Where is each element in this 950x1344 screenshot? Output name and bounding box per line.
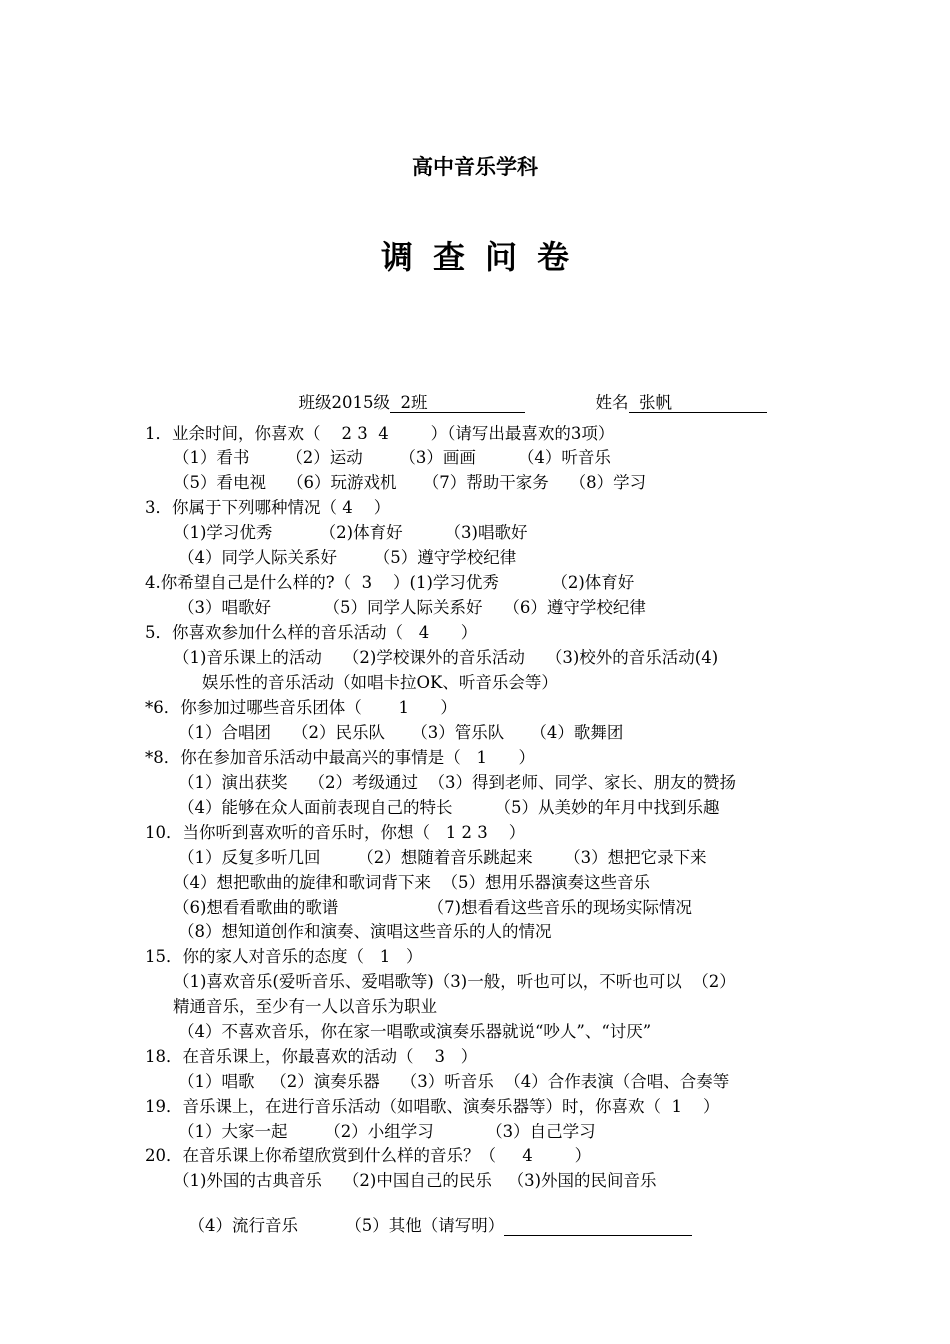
- option-line: （8）想知道创作和演奏、演唱这些音乐的人的情况: [178, 922, 552, 941]
- question-3: 3．你属于下列哪种情况（ 4 ）: [145, 498, 391, 517]
- question-6: *6．你参加过哪些音乐团体（ 1 ）: [145, 698, 457, 717]
- question-19: 19．音乐课上，在进行音乐活动（如唱歌、演奏乐器等）时，你喜欢（ 1 ）: [145, 1097, 720, 1116]
- question-1: 1．业余时间，你喜欢（ 2 3 4 ）（请写出最喜欢的3项）: [145, 424, 615, 443]
- option-line: （1)学习优秀 （2)体育好 （3)唱歌好: [173, 523, 528, 542]
- question-8: *8．你在参加音乐活动中最高兴的事情是（ 1 ）: [145, 748, 535, 767]
- option-line: （1）合唱团 （2）民乐队 （3）管乐队 （4）歌舞团: [178, 723, 624, 742]
- option-line: [178, 1196, 692, 1236]
- option-line: （1)外国的古典音乐 （2)中国自己的民乐 （3)外国的民间音乐: [173, 1171, 657, 1190]
- option-line: （4）能够在众人面前表现自己的特长 （5）从美妙的年月中找到乐趣: [178, 798, 720, 817]
- option-line: （1）演出获奖 （2）考级通过 （3）得到老师、同学、家长、朋友的赞扬: [178, 773, 736, 792]
- class-field: [288, 373, 525, 413]
- option-line: （1）看书 （2）运动 （3）画画 （4）听音乐: [173, 448, 611, 467]
- option-line: （3）唱歌好 （5）同学人际关系好 （6）遵守学校纪律: [178, 598, 646, 617]
- option-line: （1)喜欢音乐(爱听音乐、爱唱歌等)（3)一般，听也可以，不听也可以 （2）: [173, 972, 736, 991]
- question-18: 18．在音乐课上，你最喜欢的活动（ 3 ）: [145, 1047, 478, 1066]
- question-5: 5．你喜欢参加什么样的音乐活动（ 4 ）: [145, 623, 478, 642]
- name-field: [585, 373, 767, 413]
- class-label: 班级2015级: [298, 393, 390, 412]
- option-line: （4）想把歌曲的旋律和歌词背下来 （5）想用乐器演奏这些音乐: [173, 873, 650, 892]
- question-10: 10．当你听到喜欢听的音乐时，你想（ 1 2 3 ）: [145, 823, 526, 842]
- option-line: （1）反复多听几回 （2）想随着音乐跳起来 （3）想把它录下来: [178, 848, 707, 867]
- question-4: 4.你希望自己是什么样的?（ 3 ）(1)学习优秀 （2)体育好: [145, 573, 635, 592]
- question-20: 20．在音乐课上你希望欣赏到什么样的音乐？（ 4 ）: [145, 1146, 592, 1165]
- option-line: （6)想看看歌曲的歌谱 （7)想看看这些音乐的现场实际情况: [173, 898, 693, 917]
- document-subtitle: 高中音乐学科: [412, 154, 538, 179]
- option-line: （1）唱歌 （2）演奏乐器 （3）听音乐 （4）合作表演（合唱、合奏等: [178, 1072, 730, 1091]
- name-label: 姓名: [595, 393, 629, 412]
- class-value: 2班: [390, 394, 525, 413]
- question-15: 15．你的家人对音乐的态度（ 1 ）: [145, 947, 423, 966]
- option-line: 娱乐性的音乐活动（如唱卡拉OK、听音乐会等）: [202, 673, 558, 692]
- option-line: （4）同学人际关系好 （5）遵守学校纪律: [178, 548, 517, 567]
- document-title: 调查问卷: [380, 238, 589, 276]
- option-line: （5）看电视 （6）玩游戏机 （7）帮助干家务 （8）学习: [173, 473, 647, 492]
- write-in-blank[interactable]: [504, 1217, 692, 1236]
- option-line: （4）不喜欢音乐，你在家一唱歌或演奏乐器就说“吵人”、“讨厌”: [178, 1022, 652, 1041]
- option-line: 精通音乐，至少有一人以音乐为职业: [173, 997, 437, 1016]
- name-value: 张帆: [629, 394, 767, 413]
- option-line: （1）大家一起 （2）小组学习 （3）自己学习: [178, 1122, 596, 1141]
- option-text: （4）流行音乐 （5）其他（请写明）: [188, 1216, 505, 1235]
- option-line: （1)音乐课上的活动 （2)学校课外的音乐活动 （3)校外的音乐活动(4): [173, 648, 719, 667]
